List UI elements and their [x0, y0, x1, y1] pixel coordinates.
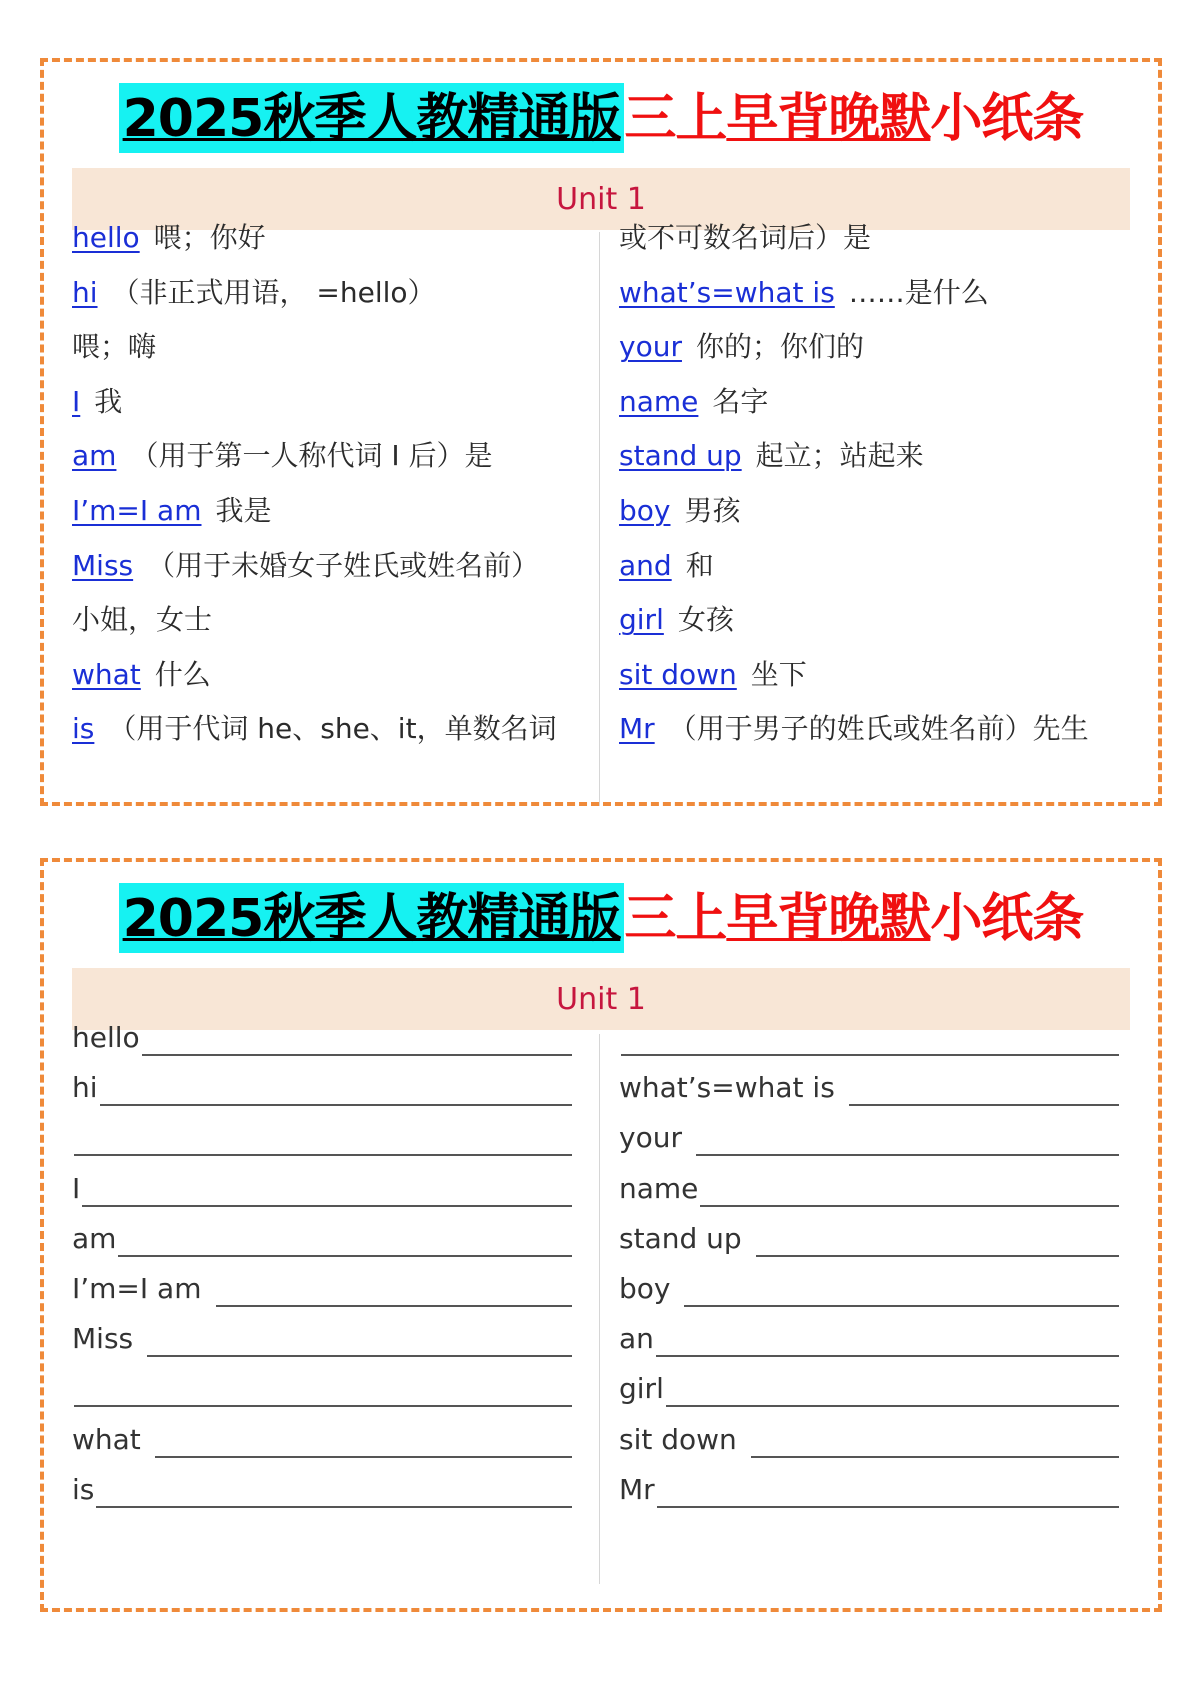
dictation-prompt: your — [619, 1121, 682, 1155]
unit-header: Unit 1 — [72, 168, 1130, 230]
english-word: I — [72, 384, 81, 418]
answer-blank[interactable] — [751, 1455, 1119, 1458]
dictation-row — [72, 1167, 572, 1207]
answer-blank[interactable] — [82, 1204, 572, 1207]
dictation-prompt: sit down — [619, 1422, 737, 1456]
column-divider — [599, 1034, 600, 1584]
answer-blank[interactable] — [666, 1404, 1119, 1407]
chinese-meaning: 小姐，女士 — [72, 603, 213, 637]
dictation-prompt: I — [72, 1171, 81, 1205]
answer-blank[interactable] — [155, 1455, 572, 1458]
vocab-row — [72, 598, 572, 638]
column-divider — [599, 232, 600, 806]
dictation-prompt: what’s=what is — [619, 1071, 835, 1105]
chinese-meaning: 喂；你好 — [153, 221, 266, 254]
vocab-row — [619, 707, 1119, 747]
english-word: sit down — [619, 657, 737, 691]
vocab-row — [619, 544, 1119, 584]
answer-blank[interactable] — [142, 1053, 572, 1056]
vocab-row — [619, 380, 1119, 420]
chinese-meaning: （非正式用语， =hello） — [111, 275, 436, 309]
dictation-row — [72, 1217, 572, 1257]
dictation-row — [72, 1468, 572, 1508]
english-word: am — [72, 439, 117, 473]
dictation-prompt: I’m=I am — [72, 1272, 202, 1305]
dictation-row — [72, 1317, 572, 1357]
recite-card — [40, 58, 1162, 806]
dictation-prompt: Miss — [72, 1322, 134, 1356]
chinese-meaning: （用于未婚女子姓氏或姓名前） — [147, 548, 540, 582]
chinese-meaning: （用于代词 he、she、it，单数名词 — [108, 712, 557, 746]
vocab-row — [619, 653, 1119, 693]
card-title — [44, 76, 1158, 151]
vocab-row — [72, 271, 572, 311]
answer-blank[interactable] — [657, 1505, 1119, 1508]
answer-blank[interactable] — [74, 1153, 572, 1156]
card-title — [44, 876, 1158, 951]
answer-blank[interactable] — [756, 1254, 1119, 1257]
english-word: and — [619, 548, 672, 582]
title-red-3: 小纸条 — [930, 89, 1084, 149]
chinese-meaning: 你的；你们的 — [695, 330, 864, 364]
title-red-3: 小纸条 — [930, 889, 1084, 949]
english-word: Mr — [619, 712, 655, 746]
dictation-row — [619, 1167, 1119, 1207]
dictation-row — [619, 1418, 1119, 1458]
chinese-meaning: 或不可数名词后）是 — [619, 221, 872, 254]
vocab-row — [72, 325, 572, 365]
answer-blank[interactable] — [118, 1254, 572, 1257]
chinese-meaning: ……是什么 — [848, 275, 989, 309]
english-word: I’m=I am — [72, 494, 202, 527]
english-word: stand up — [619, 439, 742, 473]
chinese-meaning: （用于第一人称代词 I 后）是 — [130, 439, 493, 473]
english-word: hi — [72, 275, 98, 309]
english-word: what’s=what is — [619, 275, 835, 309]
dictation-row — [72, 1267, 572, 1307]
dictation-row — [72, 1116, 572, 1156]
answer-blank[interactable] — [696, 1153, 1119, 1156]
chinese-meaning: （用于男子的姓氏或姓名前）先生 — [668, 712, 1089, 746]
english-word: boy — [619, 494, 671, 527]
dictation-prompt: name — [619, 1171, 699, 1205]
english-word: is — [72, 712, 95, 746]
dictation-row — [72, 1016, 572, 1056]
english-word: girl — [619, 603, 664, 637]
dictation-prompt: stand up — [619, 1221, 742, 1255]
title-red-2: 早背晚默 — [726, 89, 931, 149]
dictation-row — [619, 1066, 1119, 1106]
vocab-row — [72, 653, 572, 693]
chinese-meaning: 和 — [685, 548, 714, 582]
answer-blank[interactable] — [96, 1505, 572, 1508]
vocab-row — [72, 489, 572, 529]
dictation-row — [619, 1016, 1119, 1056]
dictation-prompt: an — [619, 1322, 654, 1356]
vocab-row — [72, 380, 572, 420]
dictation-row — [619, 1468, 1119, 1508]
answer-blank[interactable] — [700, 1204, 1119, 1207]
chinese-meaning: 女孩 — [677, 603, 734, 637]
dictation-row — [72, 1066, 572, 1106]
dictation-row — [619, 1116, 1119, 1156]
chinese-meaning: 名字 — [712, 384, 769, 418]
dictation-row — [619, 1267, 1119, 1307]
answer-blank[interactable] — [656, 1354, 1119, 1357]
dictation-prompt: am — [72, 1221, 117, 1255]
english-word: what — [72, 657, 141, 691]
answer-blank[interactable] — [147, 1354, 572, 1357]
chinese-meaning: 我是 — [215, 494, 272, 527]
title-highlight: 2025秋季人教精通版 — [119, 883, 625, 953]
dictation-prompt: what — [72, 1422, 141, 1456]
dictation-prompt: is — [72, 1472, 95, 1506]
vocab-row — [619, 489, 1119, 529]
dictation-prompt: Mr — [619, 1472, 655, 1506]
chinese-meaning: 坐下 — [750, 657, 807, 691]
vocab-row — [619, 271, 1119, 311]
answer-blank[interactable] — [621, 1053, 1119, 1056]
english-word: Miss — [72, 548, 134, 582]
answer-blank[interactable] — [684, 1304, 1119, 1307]
title-red-2: 早背晚默 — [726, 889, 931, 949]
vocab-row — [72, 544, 572, 584]
chinese-meaning: 男孩 — [684, 494, 741, 527]
chinese-meaning: 起立；站起来 — [755, 439, 924, 473]
english-word: hello — [72, 221, 140, 254]
vocab-row — [619, 598, 1119, 638]
dictation-row — [72, 1367, 572, 1407]
vocab-row — [72, 707, 572, 747]
dictation-prompt: hi — [72, 1071, 98, 1105]
title-red-1: 三上 — [624, 889, 727, 949]
dictation-row — [72, 1418, 572, 1458]
chinese-meaning: 喂；嗨 — [72, 330, 157, 364]
dictation-prompt: girl — [619, 1372, 664, 1406]
dictation-row — [619, 1317, 1119, 1357]
answer-blank[interactable] — [216, 1304, 573, 1307]
dictation-prompt: hello — [72, 1021, 140, 1054]
answer-blank[interactable] — [849, 1103, 1119, 1106]
title-red-1: 三上 — [624, 89, 727, 149]
vocab-row — [72, 216, 572, 256]
english-word: your — [619, 330, 682, 364]
english-word: name — [619, 384, 699, 418]
title-highlight: 2025秋季人教精通版 — [119, 83, 625, 153]
vocab-row — [619, 434, 1119, 474]
unit-header: Unit 1 — [72, 968, 1130, 1030]
dictation-card — [40, 858, 1162, 1612]
chinese-meaning: 什么 — [154, 657, 211, 691]
vocab-row — [72, 434, 572, 474]
dictation-row — [619, 1367, 1119, 1407]
answer-blank[interactable] — [100, 1103, 572, 1106]
dictation-row — [619, 1217, 1119, 1257]
vocab-row — [619, 216, 1119, 256]
vocab-row — [619, 325, 1119, 365]
answer-blank[interactable] — [74, 1404, 572, 1407]
chinese-meaning: 我 — [94, 384, 123, 418]
dictation-prompt: boy — [619, 1272, 671, 1305]
